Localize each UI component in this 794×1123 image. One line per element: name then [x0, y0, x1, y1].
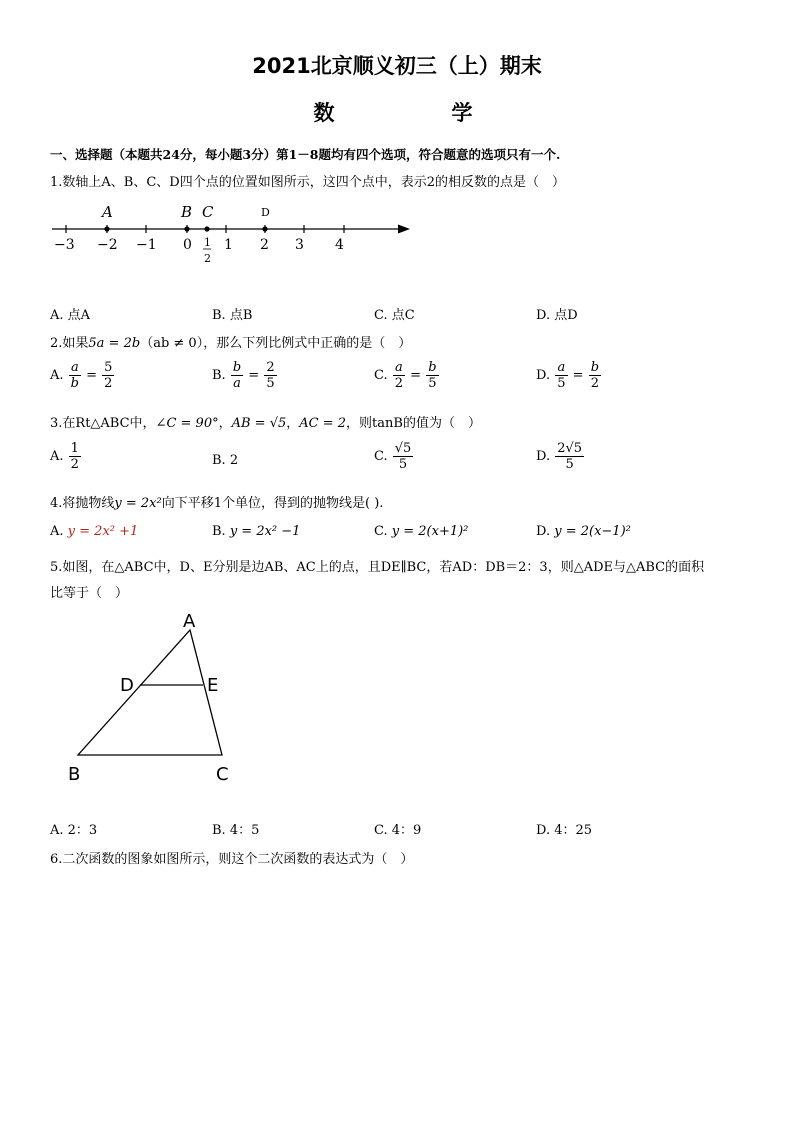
- tick-label: 0: [183, 237, 192, 253]
- q5-option-d: D. 4：25: [536, 823, 593, 838]
- q1-option-b: B. 点B: [212, 308, 253, 323]
- question-4-stem: 4.将抛物线y = 2x²向下平移1个单位，得到的抛物线是( ).: [50, 496, 384, 511]
- q4-option-b: B. y = 2x² −1: [212, 524, 301, 539]
- point-d-label: D: [120, 675, 134, 696]
- point-c-dot: [204, 226, 209, 231]
- point-b-label: B: [181, 203, 193, 221]
- number-line-figure: [44, 196, 424, 276]
- half-tick-denominator: 2: [204, 252, 211, 265]
- tick-label: 3: [295, 237, 304, 253]
- question-6-stem: 6.二次函数的图象如图所示，则这个二次函数的表达式为（ ）: [50, 852, 414, 867]
- tick-label: 2: [260, 237, 269, 253]
- question-5-stem-line1: 5.如图，在△ABC中，D、E分别是边AB、AC上的点，且DE∥BC，若AD：DB＝2：3，则△ADE与△ABC的面积: [50, 560, 705, 575]
- q1-option-a: A. 点A: [50, 308, 91, 323]
- q4-option-c: C. y = 2(x+1)²: [374, 524, 469, 539]
- q5-option-b: B. 4：5: [212, 823, 260, 838]
- point-e-label: E: [207, 675, 219, 696]
- q4-option-d: D. y = 2(x−1)²: [536, 524, 631, 539]
- vertex-a-label: A: [183, 611, 196, 632]
- q5-option-c: C. 4：9: [374, 823, 422, 838]
- point-b-dot: [184, 226, 189, 231]
- page-title: 2021北京顺义初三（上）期末: [252, 54, 542, 78]
- question-5-stem-line2: 比等于（ ）: [50, 586, 129, 601]
- q1-option-c: C. 点C: [374, 308, 415, 323]
- tick-label: −3: [54, 237, 75, 253]
- point-d-dot: [262, 226, 267, 231]
- q3-option-a: A. $\frac{1}{2}$: [50, 441, 79, 472]
- point-c-label: C: [202, 203, 214, 221]
- q5-option-a: A. 2：3: [50, 823, 98, 838]
- vertex-c-label: C: [216, 764, 229, 785]
- half-tick-numerator: 1: [204, 236, 211, 249]
- point-a-dot: [104, 226, 109, 231]
- equation: 5a = 2b: [88, 336, 141, 351]
- q4-option-a: A. y = 2x² +1: [50, 524, 139, 539]
- q2-option-d: D. $\frac{a}{5}$ = $\frac{b}{2}$: [536, 360, 600, 391]
- tick-label: −1: [136, 237, 157, 253]
- section-heading: 一、选择题（本题共24分，每小题3分）第1－8题均有四个选项，符合题意的选项只有一个.: [50, 147, 561, 162]
- subject-heading: 数 学: [313, 101, 521, 125]
- tick-label: −2: [97, 237, 118, 253]
- q1-option-d: D. 点D: [536, 308, 578, 323]
- triangle-figure: [60, 605, 250, 790]
- triangle-abc: [78, 630, 222, 755]
- point-d-label: D: [261, 206, 270, 219]
- q2-option-b: B. $\frac{b}{a}$ = $\frac{2}{5}$: [212, 360, 275, 391]
- arrow-right-icon: [398, 225, 410, 234]
- point-a-label: A: [102, 203, 113, 221]
- q3-option-d: D. $\frac{2√5}{5}$: [536, 441, 583, 472]
- q3-option-c: C. $\frac{√5}{5}$: [374, 441, 412, 472]
- q3-option-b: B. 2: [212, 453, 239, 468]
- q2-option-c: C. $\frac{a}{2}$ = $\frac{b}{5}$: [374, 360, 437, 391]
- tick-label: 4: [335, 237, 344, 253]
- question-2-stem: 2.如果5a = 2b（ab ≠ 0），那么下列比例式中正确的是（ ）: [50, 336, 412, 351]
- question-3-stem: 3.在Rt△ABC中，∠C = 90°，AB = √5，AC = 2，则tanB的值为（ ）: [50, 416, 481, 431]
- q2-option-a: A. $\frac{a}{b}$ = $\frac{5}{2}$: [50, 360, 113, 391]
- vertex-b-label: B: [68, 764, 81, 785]
- question-1-stem: 1.数轴上A、B、C、D四个点的位置如图所示，这四个点中，表示2的相反数的点是（ ）: [50, 175, 565, 190]
- tick-label: 1: [224, 237, 233, 253]
